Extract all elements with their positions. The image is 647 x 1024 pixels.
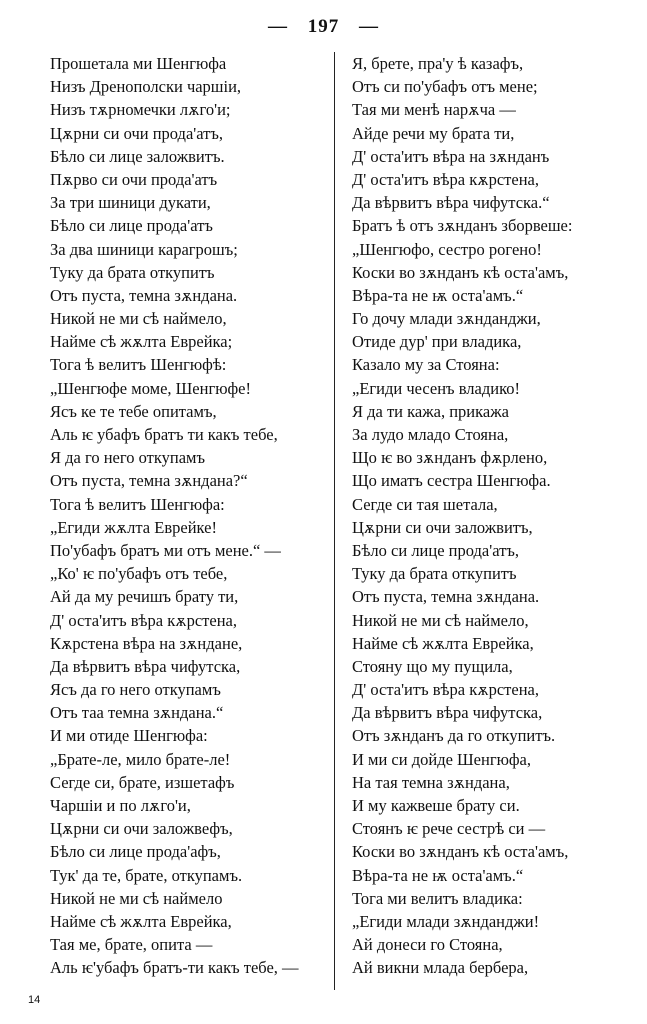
verse-line: Отиде дур' при владика, xyxy=(352,332,522,352)
verse-line: Сегде си тая шетала, xyxy=(352,494,498,514)
verse-line: За лудо младо Стояна, xyxy=(352,425,509,444)
verse-line: Бѣло си лице прода'атъ xyxy=(50,216,213,236)
verse-line: Кѫрстена вѣра на зѫндане, xyxy=(50,633,243,653)
verse-line: Прошетала ми Шенгюфа xyxy=(50,54,227,73)
verse-line: По'убафъ братъ ми отъ мене.“ — xyxy=(50,540,281,560)
verse-line: Бѣло си лице заложвитъ. xyxy=(50,146,225,166)
verse-line: Го дочу млади зѫнданджи, xyxy=(352,309,541,329)
page-header xyxy=(0,16,647,38)
page-number: 197 xyxy=(307,16,340,37)
verse-line: За три шиници дукати, xyxy=(50,193,211,213)
verse-line: „Ко' ѥ по'убафъ отъ тебе, xyxy=(50,564,228,584)
verse-line: Коски во зѫнданъ кѣ оста'амъ, xyxy=(352,842,569,862)
verse-line: Цѫрни си очи прода'атъ, xyxy=(50,123,224,143)
verse-line: Да вѣрвитъ вѣра чифутска, xyxy=(352,703,543,723)
header-dash-right: — xyxy=(359,16,379,37)
verse-line: Найме сѣ жѫлта Еврейка, xyxy=(352,633,534,653)
verse-line: И му кажвеше брату си. xyxy=(352,796,520,815)
left-column xyxy=(50,52,330,980)
verse-line: Д' оста'итъ вѣра кѫрстена, xyxy=(352,169,539,189)
verse-line: Я да ти кажа, прикажа xyxy=(352,401,509,421)
verse-line: И ми отиде Шенгюфа: xyxy=(50,726,208,746)
verse-line: Ай да му речишъ брату ти, xyxy=(50,587,239,607)
verse-line: Отъ пуста, темна зѫндана. xyxy=(352,587,540,607)
verse-line: Отъ пуста, темна зѫндана. xyxy=(50,285,238,305)
verse-line: Цѫрни си очи заложвефъ, xyxy=(50,819,233,839)
verse-line: Туку да брата откупитъ xyxy=(50,262,215,282)
verse-line: Туку да брата откупитъ xyxy=(352,564,517,584)
verse-line: Стоянъ ѥ рече сестрѣ си — xyxy=(352,819,546,839)
verse-line: Да вѣрвитъ вѣра чифутска.“ xyxy=(352,193,550,213)
verse-line: Найме сѣ жѫлта Еврейка, xyxy=(50,911,232,931)
verse-line: Д' оста'итъ вѣра кѫрстена, xyxy=(352,680,539,700)
verse-line: Чаршіи и по лѫго'и, xyxy=(50,796,191,815)
verse-line: Найме сѣ жѫлта Еврейка; xyxy=(50,332,233,352)
verse-line: Айде речи му брата ти, xyxy=(352,123,515,143)
verse-line: Аль ѥ'убафъ братъ-ти какъ тебе, — xyxy=(50,958,299,978)
verse-line: „Шенгюфе моме, Шенгюфе! xyxy=(50,378,251,398)
verse-line: „Егиди чесенъ владико! xyxy=(352,378,520,398)
column-divider xyxy=(334,52,335,990)
verse-line: И ми си дойде Шенгюфа, xyxy=(352,749,531,769)
verse-line: Ай донеси го Стояна, xyxy=(352,935,503,955)
verse-line: Отъ таа темна зѫндана.“ xyxy=(50,703,224,723)
verse-line: Д' оста'итъ вѣра на зѫнданъ xyxy=(352,146,550,166)
verse-line: Ясъ да го него откупамъ xyxy=(50,680,221,700)
verse-line: За два шиници карагрошъ; xyxy=(50,239,238,259)
verse-line: Бѣло си лице прода'атъ, xyxy=(352,540,519,560)
verse-line: Никой не ми сѣ наймело, xyxy=(50,309,227,329)
verse-line: Никой не ми сѣ наймело xyxy=(50,888,223,908)
verse-line: Тога ѣ велитъ Шенгюфа: xyxy=(50,494,225,514)
verse-line: Да вѣрвитъ вѣра чифутска, xyxy=(50,656,241,676)
verse-line: Аль ѥ убафъ братъ ти какъ тебе, xyxy=(50,425,278,444)
verse-line: Вѣра-та не ѭ оста'амъ.“ xyxy=(352,865,524,885)
verse-line: Отъ зѫнданъ да го откупитъ. xyxy=(352,726,556,746)
verse-line: „Егиди млади зѫнданджи! xyxy=(352,911,540,931)
verse-line: Що иматъ сестра Шенгюфа. xyxy=(352,471,551,491)
right-column xyxy=(352,52,642,980)
verse-line: Отъ пуста, темна зѫндана?“ xyxy=(50,471,248,491)
verse-line: Ясъ ке те тебе опитамъ, xyxy=(50,401,217,421)
verse-line: Отъ си по'убафъ отъ мене; xyxy=(352,77,538,97)
verse-line: Що ѥ во зѫнданъ фѫрлено, xyxy=(352,448,548,468)
verse-line: Стояну що му пущила, xyxy=(352,656,513,676)
verse-line: Никой не ми сѣ наймело, xyxy=(352,610,529,630)
verse-line: Я, брете, пра'у ѣ казафъ, xyxy=(352,54,524,73)
verse-line: Низъ Дренополски чаршіи, xyxy=(50,77,242,97)
verse-line: Коски во зѫнданъ кѣ оста'амъ, xyxy=(352,262,569,282)
verse-line: Тога ми велитъ владика: xyxy=(352,888,523,908)
verse-line: Ай викни млада бербера, xyxy=(352,958,529,978)
verse-line: На тая темна зѫндана, xyxy=(352,772,510,792)
verse-line: Д' оста'итъ вѣра кѫрстена, xyxy=(50,610,237,630)
verse-line: Тога ѣ велитъ Шенгюфѣ: xyxy=(50,355,227,375)
verse-line: Вѣра-та не ѭ оста'амъ.“ xyxy=(352,285,524,305)
verse-line: Тая ми менѣ нарѫча — xyxy=(352,100,516,120)
verse-line: Тая ме, брате, опита — xyxy=(50,935,213,955)
verse-line: Пѫрво си очи прода'атъ xyxy=(50,169,218,189)
header-dash-left: — xyxy=(268,16,288,37)
printer-signature-mark: 14 xyxy=(28,994,41,1006)
verse-line: „Брате-ле, мило брате-ле! xyxy=(50,749,231,769)
verse-line: Казало му за Стояна: xyxy=(352,355,500,375)
verse-line: Братъ ѣ отъ зѫнданъ зборвеше: xyxy=(352,216,573,236)
verse-line: „Егиди жѫлта Еврейке! xyxy=(50,517,217,537)
verse-line: Сегде си, брате, изшетафъ xyxy=(50,772,235,792)
verse-line: Цѫрни си очи заложвитъ, xyxy=(352,517,533,537)
verse-line: Низъ тѫрномечки лѫго'и; xyxy=(50,100,231,120)
verse-line: „Шенгюфо, сестро рогено! xyxy=(352,239,542,259)
verse-line: Я да го него откупамъ xyxy=(50,448,205,468)
verse-line: Бѣло си лице прода'афъ, xyxy=(50,842,221,862)
verse-line: Тук' да те, брате, откупамъ. xyxy=(50,865,243,885)
